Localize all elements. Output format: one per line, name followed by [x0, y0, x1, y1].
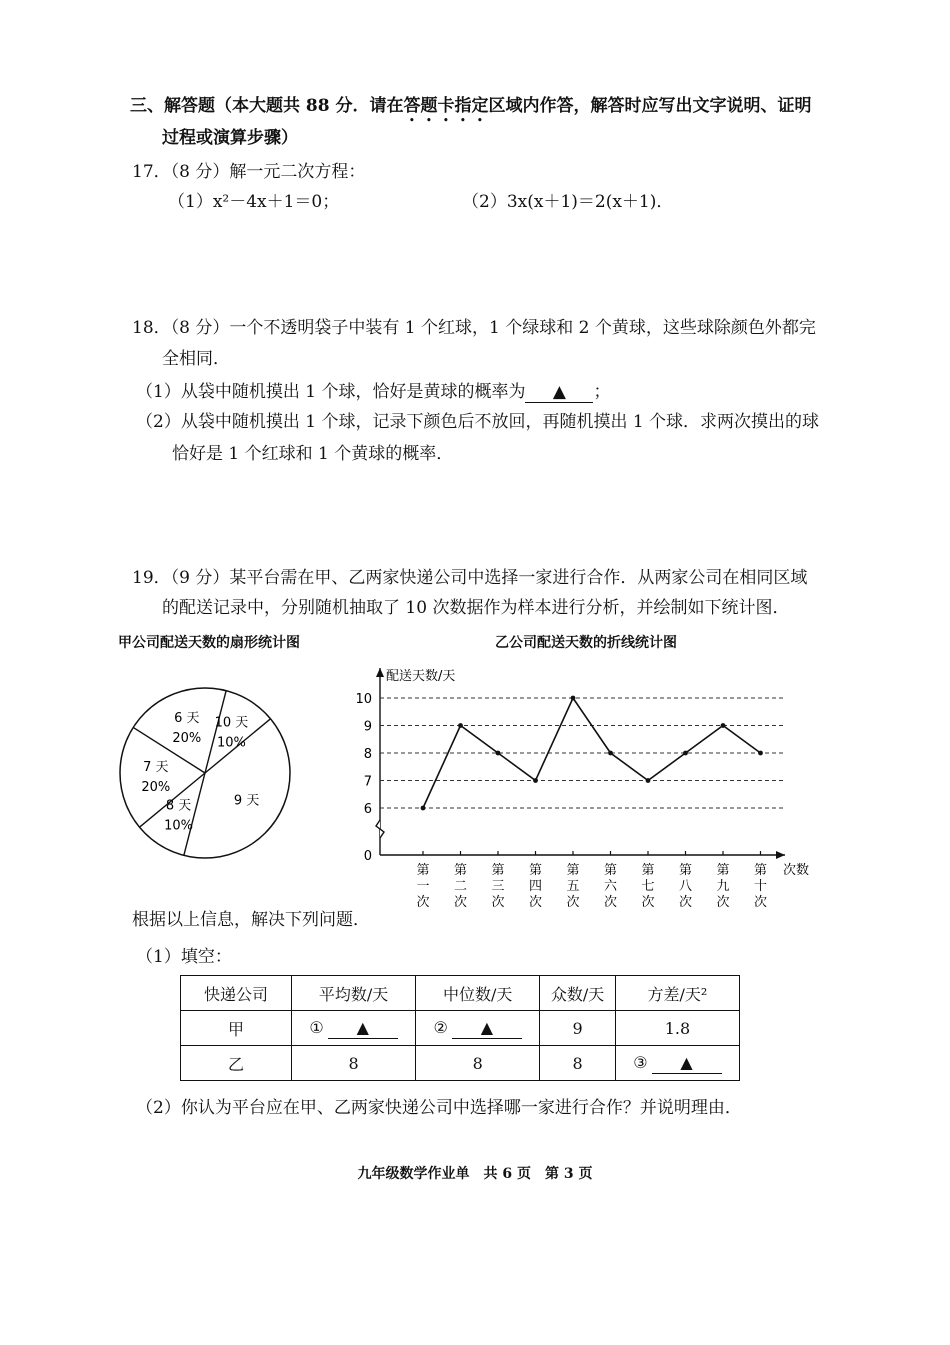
pie-chart [110, 675, 310, 875]
x-category-label: 第八次 [678, 863, 693, 910]
median-b: 8 [416, 1046, 540, 1081]
q17-part1: （1）x²－4x＋1＝0； [168, 192, 340, 212]
pie-chart-title: 甲公司配送天数的扇形统计图 [118, 635, 300, 651]
x-category-label: 第三次 [491, 863, 505, 910]
x-axis-label: 次数 [783, 863, 810, 878]
stats-table [180, 975, 740, 1081]
mean-a-blank[interactable]: ▲ [328, 1018, 398, 1039]
q17-part2: （2）3x(x＋1)＝2(x＋1)． [462, 192, 674, 212]
pie-slice-pct: 20% [172, 731, 202, 747]
data-point [458, 723, 463, 728]
axis-break [376, 820, 384, 838]
x-category-label: 第二次 [453, 863, 468, 910]
x-category-label: 第一次 [416, 863, 430, 910]
y-axis-label: 配送天数/天 [386, 669, 456, 684]
q18-part1-text: （1）从袋中随机摸出 1 个球，恰好是黄球的概率为 [136, 382, 526, 402]
table-row [181, 1011, 740, 1046]
data-point [646, 778, 651, 783]
variance-b-blank[interactable]: ▲ [652, 1053, 722, 1074]
q18-answer-blank[interactable]: ▲ [525, 382, 593, 403]
q19-stem-line2: 的配送记录中，分别随机抽取了 10 次数据作为样本进行分析，并绘制如下统计图． [162, 598, 790, 618]
mode-a: 9 [540, 1011, 616, 1046]
line-chart-title: 乙公司配送天数的折线统计图 [495, 635, 677, 651]
data-point [758, 751, 763, 756]
table-header: 平均数/天 [292, 976, 416, 1011]
mean-a-label: ① [309, 1017, 324, 1037]
pie-slice-boundary [205, 691, 226, 773]
data-point [421, 806, 426, 811]
x-category-label: 第五次 [566, 863, 580, 910]
x-category-label: 第四次 [528, 863, 543, 910]
company-b: 乙 [181, 1046, 292, 1081]
pie-slice-label: 7 天 [143, 760, 169, 776]
q18-part1-end: ； [593, 382, 611, 402]
q17-stem: 17．（8 分）解一元二次方程： [132, 162, 366, 182]
x-axis-arrow [776, 851, 785, 859]
variance-a: 1.8 [615, 1011, 739, 1046]
q19-part1-label: （1）填空： [136, 947, 232, 967]
data-point [683, 751, 688, 756]
page-footer: 九年级数学作业单 共 6 页 第 3 页 [357, 1166, 593, 1182]
pie-slice-label: 9 天 [233, 793, 260, 809]
table-row [181, 1046, 740, 1081]
heading-dotted: 答题卡指定 [403, 96, 489, 116]
pie-slice-pct: 10% [216, 735, 246, 751]
q18-part2: （2）从袋中随机摸出 1 个球，记录下颜色后不放回，再随机摸出 1 个球．求两次摸出的球 [136, 412, 820, 432]
mean-a-cell [292, 1011, 416, 1046]
table-header: 方差/天² [615, 976, 739, 1011]
line-chart [355, 660, 825, 910]
median-a-label: ② [433, 1017, 448, 1037]
y-tick-label: 0 [363, 849, 372, 864]
x-category-label: 第九次 [716, 863, 730, 910]
data-point [496, 751, 501, 756]
pie-slice-pct: 20% [141, 780, 171, 796]
x-category-label: 第七次 [641, 863, 655, 910]
q18-part1 [136, 380, 610, 404]
y-tick-label: 10 [355, 692, 372, 707]
q18-stem: 18．（8 分）一个不透明袋子中装有 1 个红球，1 个绿球和 2 个黄球，这些球除颜色外都完 [132, 318, 816, 338]
variance-b-label: ③ [633, 1052, 648, 1072]
pie-slice-pct: 10% [164, 818, 194, 834]
y-tick-label: 7 [363, 774, 372, 790]
x-category-label: 第六次 [603, 863, 618, 910]
q19-part2: （2）你认为平台应在甲、乙两家快递公司中选择哪一家进行合作？并说明理由． [136, 1098, 742, 1118]
data-point [608, 751, 613, 756]
q18-stem-line2: 全相同． [162, 349, 230, 369]
section-heading-line2: 过程或演算步骤） [162, 128, 298, 148]
table-header-row [181, 976, 740, 1011]
company-a: 甲 [181, 1011, 292, 1046]
q19-after-charts: 根据以上信息，解决下列问题． [132, 910, 370, 930]
mean-b: 8 [292, 1046, 416, 1081]
section-heading [130, 94, 812, 126]
y-tick-label: 6 [363, 802, 372, 817]
heading-text-rest: 区域内作答，解答时应写出文字说明、证明 [488, 96, 812, 116]
x-category-label: 第十次 [753, 863, 768, 910]
y-axis-arrow [376, 668, 384, 677]
q19-stem: 19．（9 分）某平台需在甲、乙两家快递公司中选择一家进行合作．从两家公司在相同区域 [132, 568, 808, 588]
median-a-cell [416, 1011, 540, 1046]
y-tick-label: 8 [363, 747, 372, 762]
median-a-blank[interactable]: ▲ [452, 1018, 522, 1039]
q18-part2-line2: 恰好是 1 个红球和 1 个黄球的概率． [172, 444, 454, 464]
data-point [533, 778, 538, 783]
data-point [571, 696, 576, 701]
pie-slice-label: 10 天 [214, 715, 249, 731]
variance-b-cell [615, 1046, 739, 1081]
pie-slice-boundary [184, 773, 205, 855]
pie-slice-label: 6 天 [174, 711, 200, 727]
pie-slice-label: 8 天 [165, 798, 192, 814]
y-tick-label: 9 [363, 719, 372, 735]
heading-text: 三、解答题（本大题共 88 分．请在 [130, 96, 404, 116]
table-header: 快递公司 [181, 976, 292, 1011]
data-point [721, 723, 726, 728]
table-header: 中位数/天 [416, 976, 540, 1011]
mode-b: 8 [540, 1046, 616, 1081]
table-header: 众数/天 [540, 976, 616, 1011]
